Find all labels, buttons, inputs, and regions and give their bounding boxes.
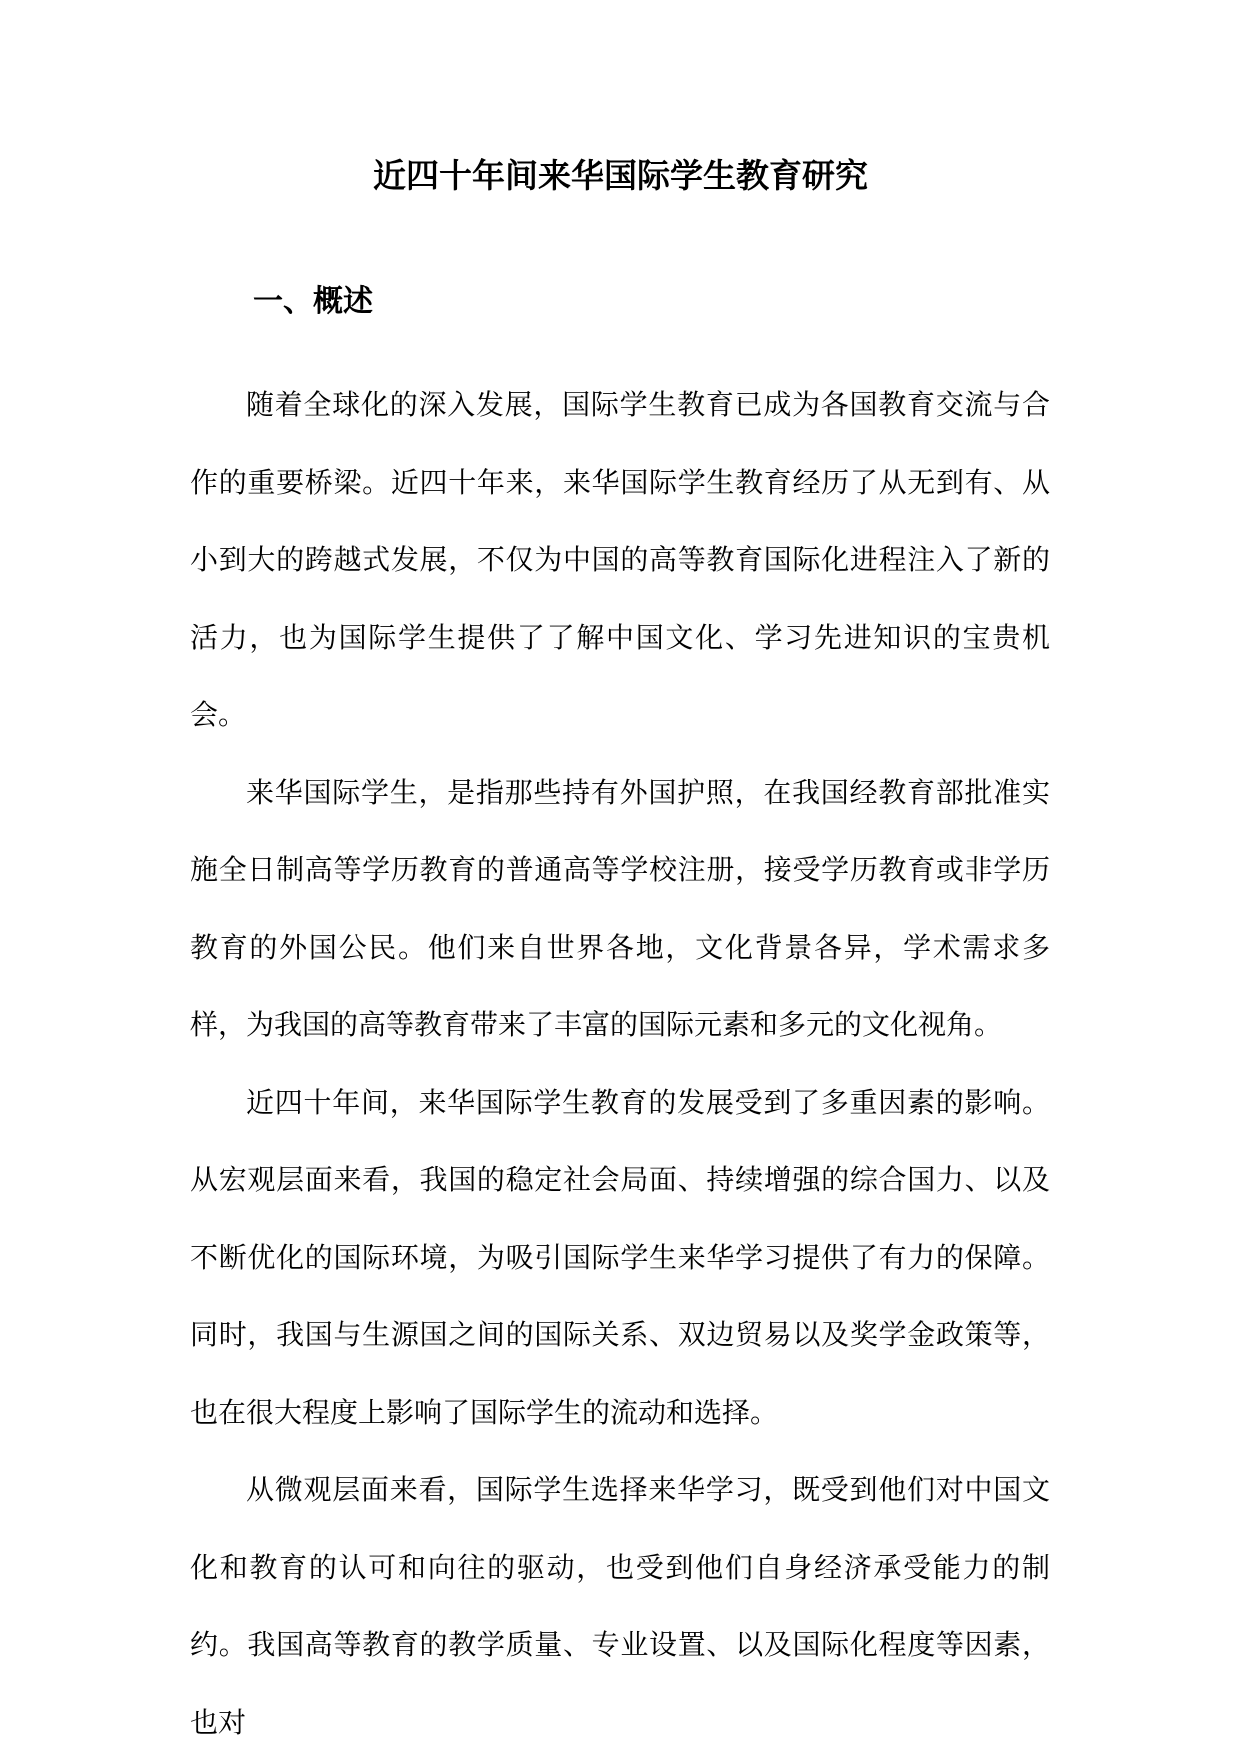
paragraph-4: 从微观层面来看，国际学生选择来华学习，既受到他们对中国文化和教育的认可和向往的驱动，也受到他们自身经济承受能力的制约。我国高等教育的教学质量、专业设置、以及国际化程度等因素，也对 <box>190 1473 1050 1739</box>
document-title: 近四十年间来华国际学生教育研究 <box>373 156 868 195</box>
paragraph-1: 随着全球化的深入发展，国际学生教育已成为各国教育交流与合作的重要桥梁。近四十年来，来华国际学生教育经历了从无到有、从小到大的跨越式发展，不仅为中国的高等教育国际化进程注入了新的活力，也为国际学生提供了了解中国文化、学习先进知识的宝贵机会。 <box>190 388 1050 731</box>
paragraph-2: 来华国际学生，是指那些持有外国护照，在我国经教育部批准实施全日制高等学历教育的普通高等学校注册，接受学历教育或非学历教育的外国公民。他们来自世界各地，文化背景各异，学术需求多样，为我国的高等教育带来了丰富的国际元素和多元的文化视角。 <box>190 775 1050 1041</box>
paragraph-3: 近四十年间，来华国际学生教育的发展受到了多重因素的影响。从宏观层面来看，我国的稳定社会局面、持续增强的综合国力、以及不断优化的国际环境，为吸引国际学生来华学习提供了有力的保障。同时，我国与生源国之间的国际关系、双边贸易以及奖学金政策等，也在很大程度上影响了国际学生的流动和选择。 <box>190 1085 1050 1429</box>
document-body <box>190 366 1050 1761</box>
section-heading: 一、概述 <box>253 284 373 319</box>
